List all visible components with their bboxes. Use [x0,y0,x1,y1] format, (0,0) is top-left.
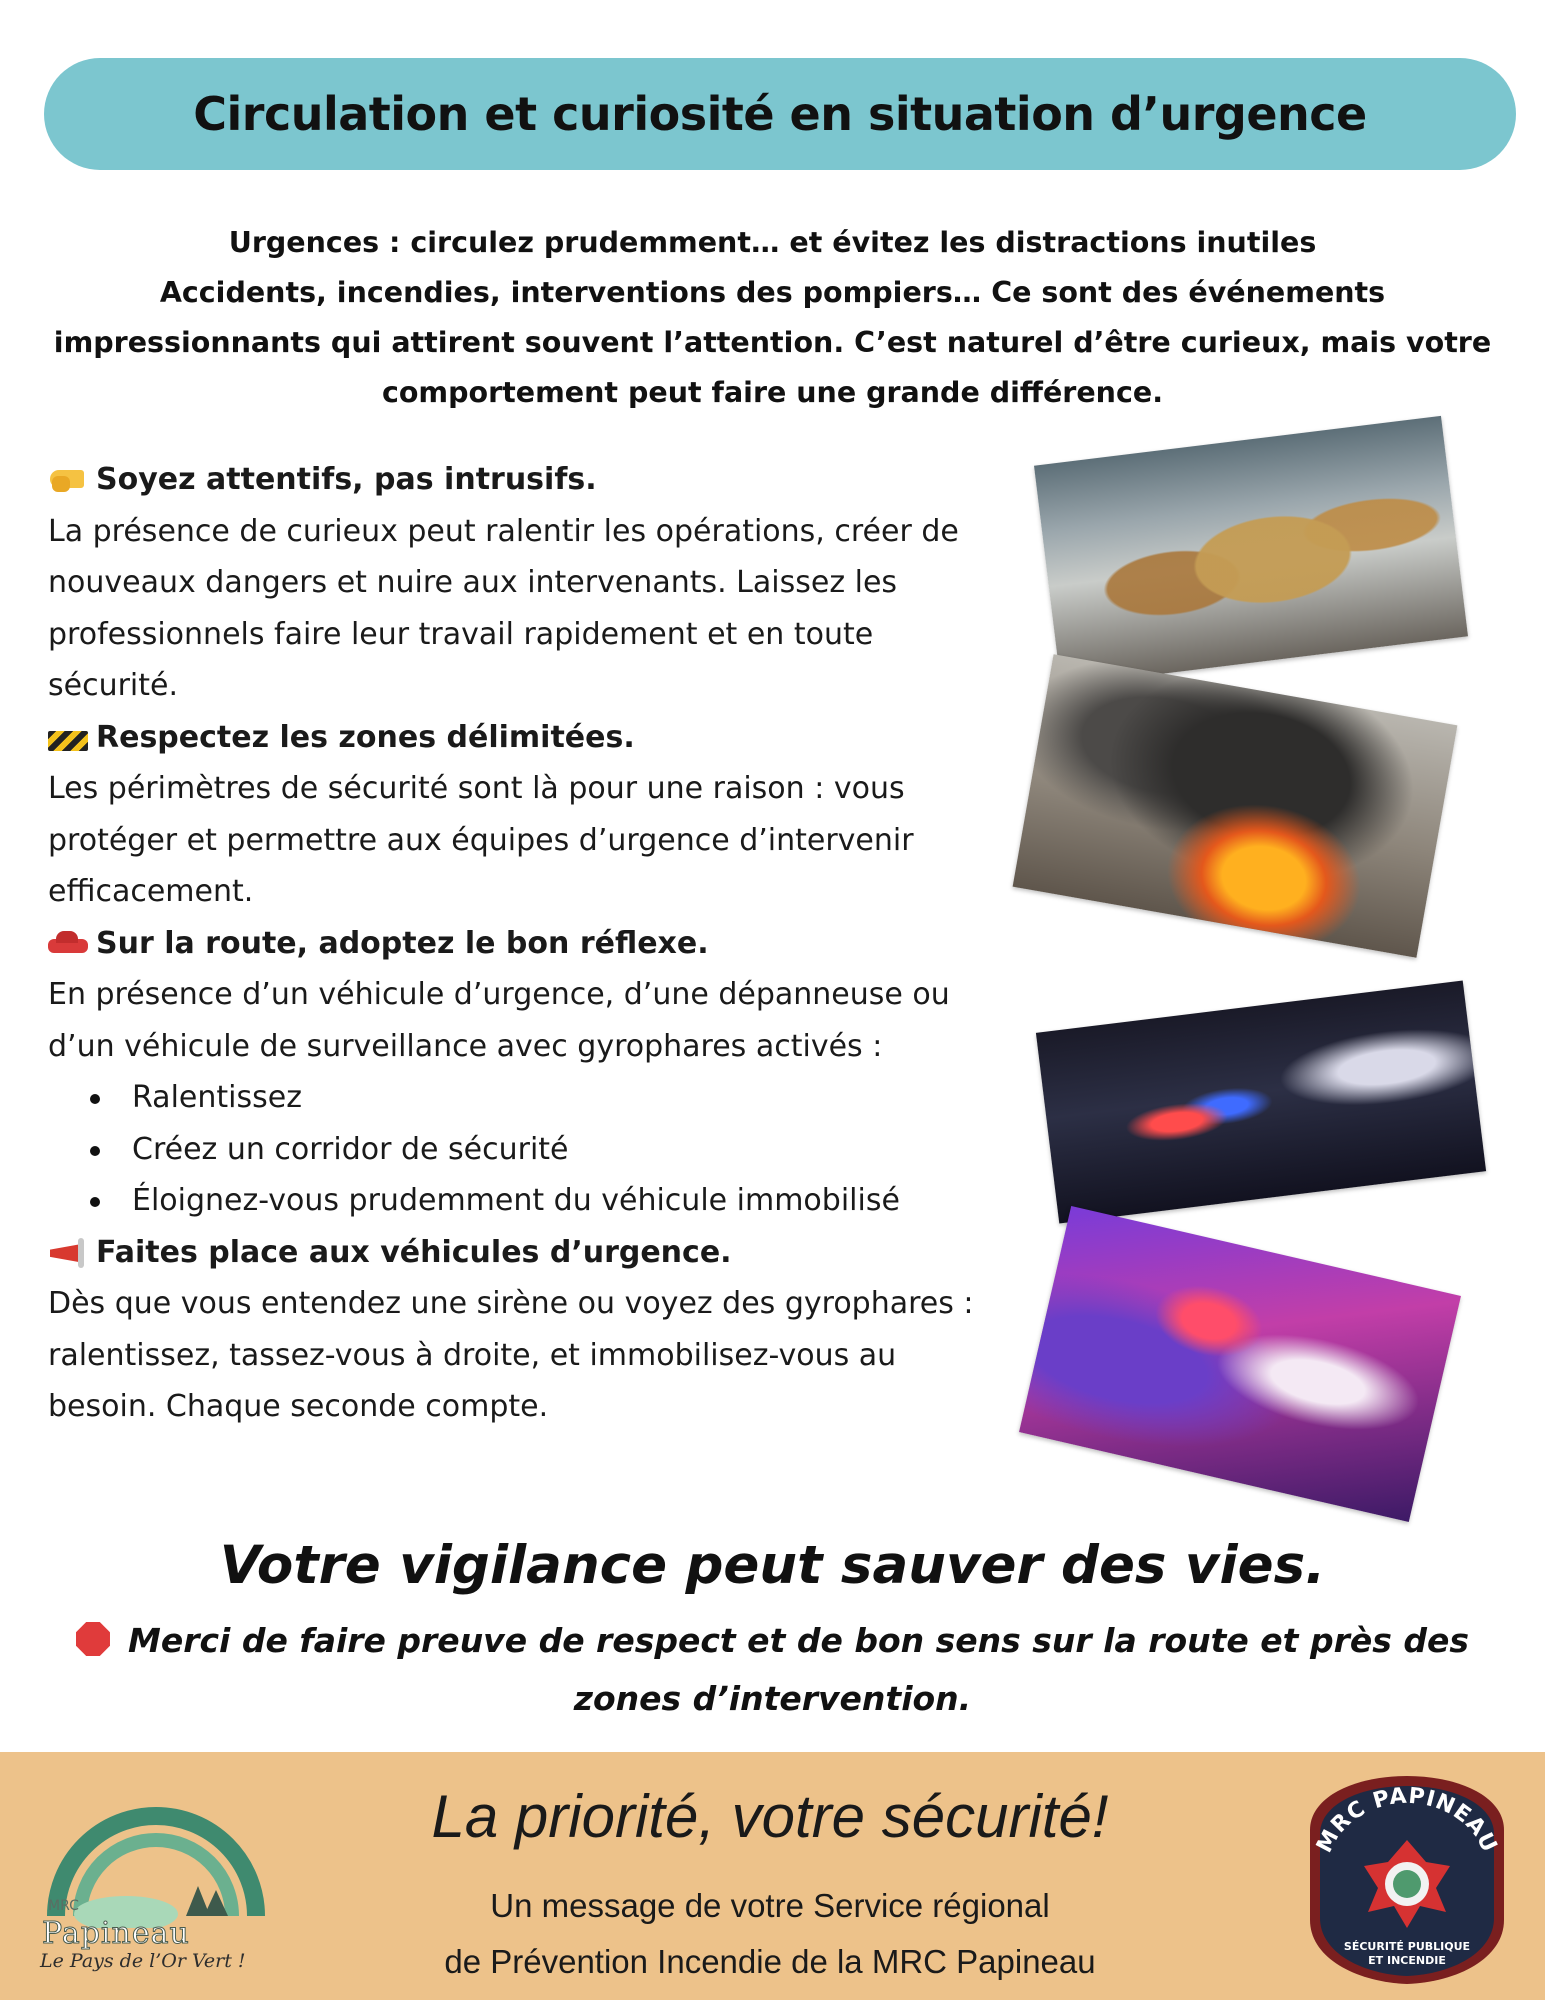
list-item: Créez un corridor de sécurité [78,1124,1008,1176]
section-title: Soyez attentifs, pas intrusifs. [96,462,597,497]
section-title: Faites place aux véhicules d’urgence. [96,1234,732,1270]
construction-barrier-icon [48,731,88,751]
logo-brand-text: Papineau [42,1916,190,1951]
section-title: Respectez les zones délimitées. [96,719,635,755]
section-heading-2 [48,712,1008,764]
badge-bottom-text-2: ET INCENDIE [1368,1954,1446,1967]
thanks-message [60,1612,1485,1728]
badge-top-text: MRC PAPINEAU [1312,1783,1502,1857]
footer-subtitle-line-2: de Prévention Incendie de la MRC Papineau [444,1943,1096,1980]
red-car-icon [48,925,88,961]
section-text: La présence de curieux peut ralentir les opérations, créer de nouveaux dangers et nuire aux intervenants. Laissez les professionnels faire leur travail rapidement et en toute sécurité. [48,513,959,703]
intro-paragraph: Accidents, incendies, interventions des pompiers… Ce sont des événements impressionnants qui attirent souvent l’attention. C’est naturel d’être curieux, mais votre comportement peut faire une grande différence. [53,276,1492,409]
slogan: Votre vigilance peut sauver des vies. [219,1535,1326,1596]
footer-subtitle [300,1878,1240,1990]
section-heading-4 [48,1227,1008,1279]
intro-block [40,218,1505,418]
section-heading-1 [48,454,1008,506]
footer-title: La priorité, votre sécurité! [431,1783,1109,1850]
advice-list [48,454,1008,1433]
rainbow-logo-icon [36,1798,276,1928]
pointing-hand-icon [48,462,88,498]
footer-banner [0,1752,1545,2000]
page-title: Circulation et curiosité en situation d’urgence [193,87,1367,141]
car-fire-photo [1013,654,1458,958]
thanks-text: Merci de faire preuve de respect et de bon sens sur la route et près des zones d’intervention. [127,1621,1469,1718]
footer-subtitle-line-1: Un message de votre Service régional [490,1887,1050,1924]
firefighters-photo [1034,416,1468,686]
intro-headline: Urgences : circulez prudemment… et évitez les distractions inutiles [228,226,1317,259]
section-text: En présence d’un véhicule d’urgence, d’une dépanneuse ou d’un véhicule de surveillance avec gyrophares activés : [48,977,950,1064]
fire-badge-icon [1298,1770,1516,1990]
badge-bottom-text-1: SÉCURITÉ PUBLIQUE [1343,1940,1471,1953]
logo-tagline: Le Pays de l’Or Vert ! [40,1950,246,1972]
list-item: Éloignez-vous prudemment du véhicule immobilisé [78,1175,1008,1227]
section-text: Dès que vous entendez une sirène ou voyez des gyrophares : ralentissez, tassez-vous à droite, et immobilisez-vous au besoin. Chaque seconde compte. [48,1286,974,1424]
bullet-list [48,1072,1008,1227]
police-car-photo [1036,981,1486,1224]
section-text: Les périmètres de sécurité sont là pour une raison : vous protéger et permettre aux équipes d’urgence d’intervenir efficacement. [48,771,914,909]
logo-mrc-label: MRC [48,1898,79,1914]
mrc-papineau-logo [36,1798,276,1978]
section-heading-3 [48,918,1008,970]
stop-sign-icon [76,1622,110,1656]
list-item: Ralentissez [78,1072,1008,1124]
fire-department-badge [1298,1770,1516,1990]
section-title: Sur la route, adoptez le bon réflexe. [96,925,709,961]
megaphone-icon [48,1234,88,1270]
ambulance-photo [1019,1206,1461,1522]
title-banner [44,58,1516,170]
